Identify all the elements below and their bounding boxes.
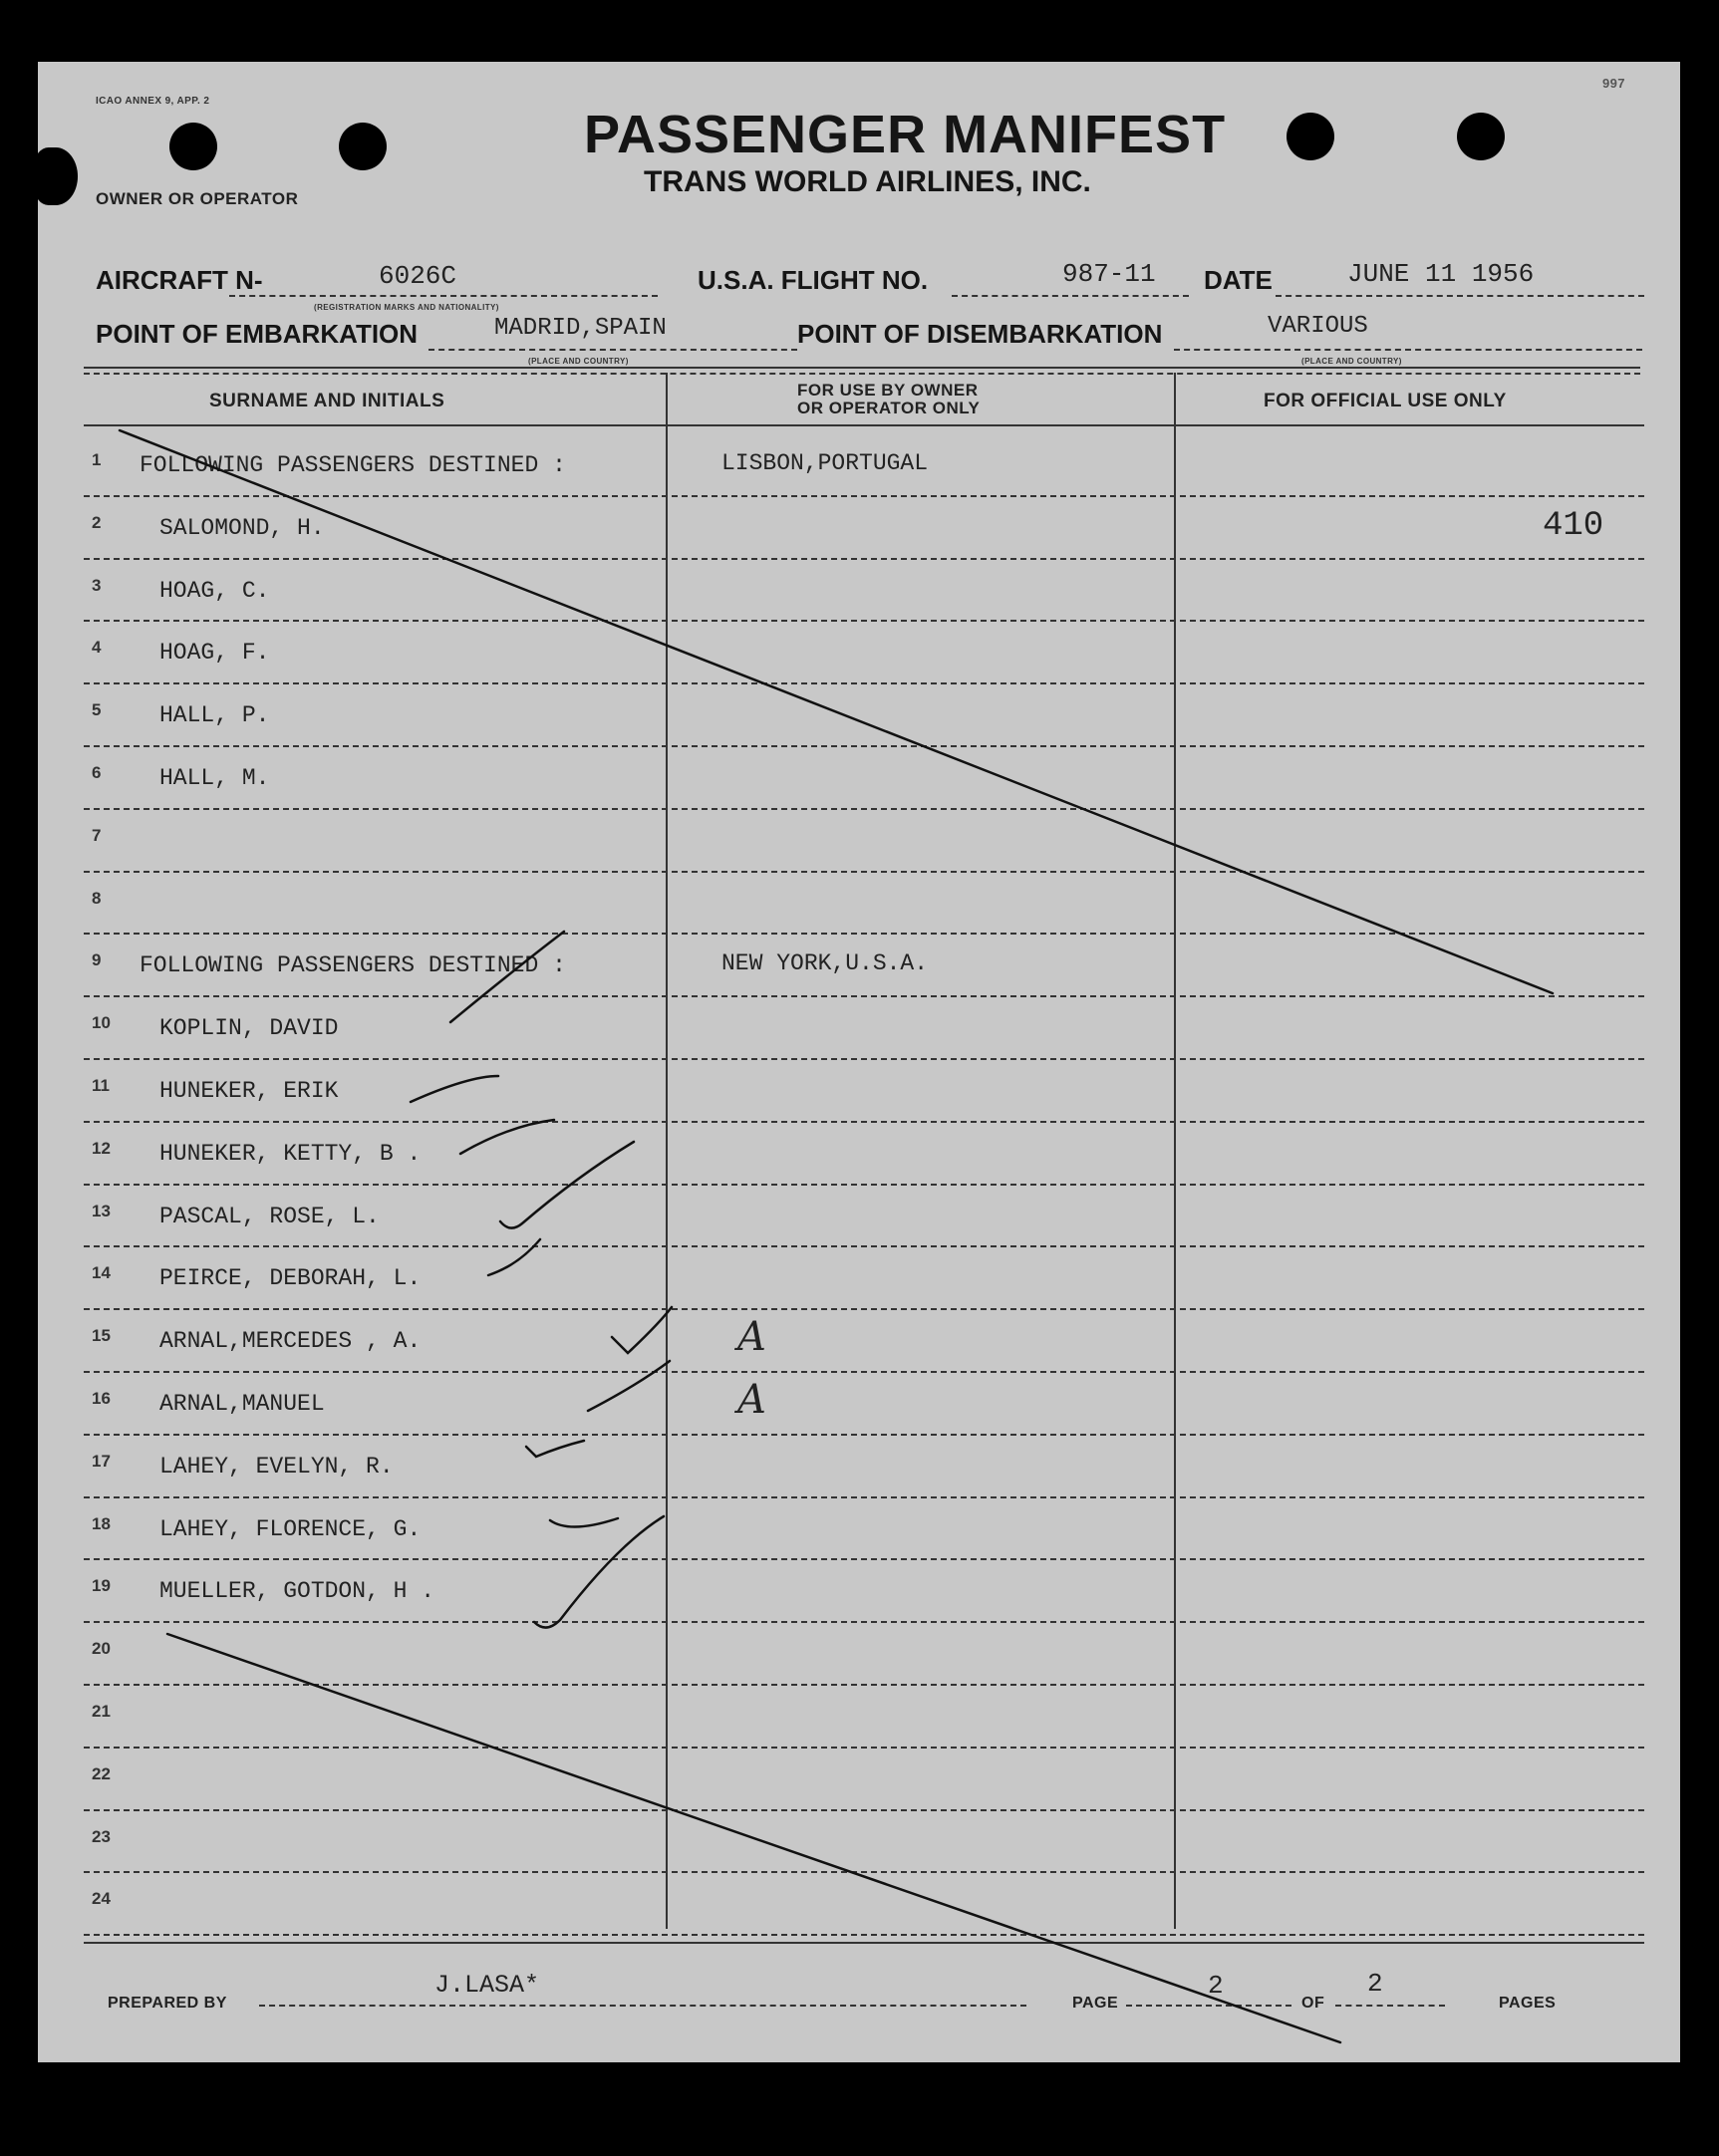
row-number: 12 — [92, 1138, 111, 1158]
passenger-name: PEIRCE, DEBORAH, L. — [159, 1265, 422, 1292]
passenger-name: LAHEY, FLORENCE, G. — [159, 1515, 422, 1542]
checkmark-icon — [550, 1518, 618, 1527]
passenger-name: HOAG, F. — [159, 640, 270, 667]
embarkation-value: MADRID,SPAIN — [494, 315, 667, 342]
row-number: 8 — [92, 888, 102, 908]
passenger-name: FOLLOWING PASSENGERS DESTINED : — [140, 952, 566, 979]
row-number: 17 — [92, 1451, 111, 1471]
page-label: PAGE — [1072, 1995, 1119, 2012]
operator-note: A — [737, 1314, 766, 1361]
airline-name: TRANS WORLD AIRLINES, INC. — [644, 165, 1091, 198]
passenger-name: HALL, P. — [159, 702, 270, 729]
form-id: ICAO ANNEX 9, APP. 2 — [96, 96, 210, 107]
row-number: 4 — [92, 638, 102, 658]
of-value: 2 — [1367, 1969, 1383, 1999]
manifest-title: PASSENGER MANIFEST — [584, 105, 1227, 164]
disembarkation-value: VARIOUS — [1268, 313, 1368, 340]
date-value: JUNE 11 1956 — [1347, 259, 1535, 289]
flight-value: 987-11 — [1062, 259, 1156, 289]
passenger-name: ARNAL,MERCEDES , A. — [159, 1328, 422, 1355]
aircraft-sublabel: (REGISTRATION MARKS AND NATIONALITY) — [314, 303, 499, 312]
row-number: 15 — [92, 1326, 111, 1346]
checkmark-icon — [500, 1142, 634, 1228]
row-number: 2 — [92, 512, 102, 532]
passenger-name: HALL, M. — [159, 765, 270, 791]
prepared-by-label: PREPARED BY — [108, 1995, 227, 2012]
col-header-surname: SURNAME AND INITIALS — [209, 391, 445, 411]
checkmark-icon — [588, 1361, 670, 1411]
row-number: 23 — [92, 1826, 111, 1846]
row-number: 9 — [92, 950, 102, 970]
row-number: 7 — [92, 825, 102, 845]
passenger-name: MUELLER, GOTDON, H . — [159, 1578, 435, 1605]
row-number: 6 — [92, 763, 102, 782]
checkmark-icon — [488, 1239, 540, 1275]
checkmark-icon — [411, 1076, 498, 1102]
col-header-operator-2: OR OPERATOR ONLY — [797, 399, 981, 417]
row-number: 18 — [92, 1513, 111, 1533]
of-label: OF — [1301, 1995, 1325, 2012]
operator-note: A — [737, 1377, 766, 1423]
row-number: 22 — [92, 1763, 111, 1783]
disembarkation-sublabel: (PLACE AND COUNTRY) — [1301, 357, 1402, 366]
checkmark-icon — [450, 932, 564, 1022]
row-number: 16 — [92, 1389, 111, 1408]
embarkation-sublabel: (PLACE AND COUNTRY) — [528, 357, 629, 366]
passenger-name: HUNEKER, ERIK — [159, 1078, 339, 1104]
strike-line-bottom — [167, 1634, 1340, 2042]
checkmark-icon — [534, 1516, 664, 1628]
page-value: 2 — [1208, 1971, 1224, 2001]
passenger-name: ARNAL,MANUEL — [159, 1391, 325, 1417]
strike-line-top — [120, 430, 1553, 993]
row-number: 5 — [92, 700, 102, 720]
row-number: 10 — [92, 1013, 111, 1033]
prepared-by-value: J.LASA* — [434, 1971, 540, 2000]
date-label: DATE — [1204, 265, 1273, 295]
row-number: 1 — [92, 450, 102, 469]
operator-note: LISBON,PORTUGAL — [721, 450, 929, 476]
passenger-name: LAHEY, EVELYN, R. — [159, 1453, 394, 1480]
col-header-official: FOR OFFICIAL USE ONLY — [1264, 391, 1507, 411]
embarkation-label: POINT OF EMBARKATION — [96, 319, 419, 349]
row-number: 20 — [92, 1639, 111, 1659]
row-number: 3 — [92, 575, 102, 595]
operator-note: NEW YORK,U.S.A. — [721, 950, 929, 977]
checkmark-icon — [460, 1120, 554, 1154]
disembarkation-label: POINT OF DISEMBARKATION — [797, 319, 1163, 349]
checkmark-icon — [526, 1441, 584, 1457]
official-note: 410 — [1543, 506, 1604, 545]
row-number: 11 — [92, 1076, 110, 1095]
passenger-name: HUNEKER, KETTY, B . — [159, 1140, 422, 1167]
row-number: 14 — [92, 1263, 111, 1283]
passenger-name: KOPLIN, DAVID — [159, 1015, 339, 1042]
flight-label: U.S.A. FLIGHT NO. — [698, 265, 929, 295]
pages-label: PAGES — [1499, 1995, 1557, 2012]
passenger-name: HOAG, C. — [159, 577, 270, 604]
corner-mark: 997 — [1602, 76, 1625, 91]
owner-operator-label: OWNER OR OPERATOR — [96, 189, 299, 208]
row-number: 13 — [92, 1201, 111, 1220]
passenger-name: FOLLOWING PASSENGERS DESTINED : — [140, 452, 566, 478]
row-number: 19 — [92, 1576, 111, 1596]
passenger-name: PASCAL, ROSE, L. — [159, 1203, 380, 1229]
passenger-name: SALOMOND, H. — [159, 514, 325, 541]
aircraft-label: AIRCRAFT N- — [96, 265, 263, 295]
aircraft-value: 6026C — [379, 261, 457, 291]
checkmark-icon — [612, 1307, 672, 1353]
col-header-operator-1: FOR USE BY OWNER — [797, 381, 979, 400]
row-number: 21 — [92, 1702, 111, 1721]
row-number: 24 — [92, 1889, 111, 1909]
